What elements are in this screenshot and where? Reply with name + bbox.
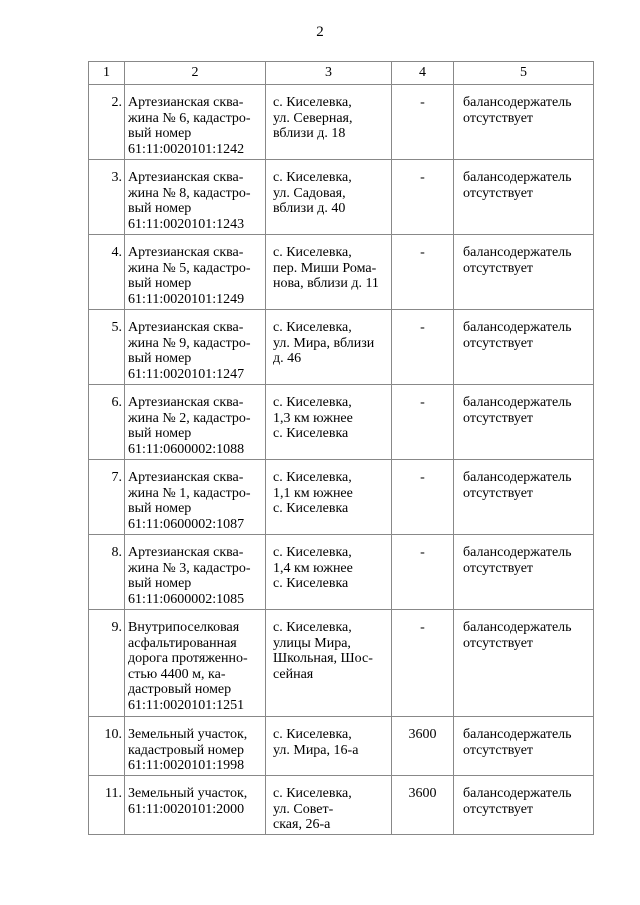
balance-holder: балансодержатель отсутствует [454, 610, 594, 717]
object-area: - [392, 310, 454, 385]
table-row [89, 310, 594, 385]
table-row [89, 776, 594, 835]
object-location: с. Киселевка, пер. Миши Рома- нова, вблизи д. 11 [266, 235, 392, 310]
property-table [88, 61, 594, 835]
object-name: Внутрипоселковая асфальтированная дорога протяженно- стью 4400 м, ка- дастровый номер 61:11:0020101:1251 [125, 610, 266, 717]
balance-holder: балансодержатель отсутствует [454, 85, 594, 160]
balance-holder: балансодержатель отсутствует [454, 160, 594, 235]
table-row [89, 160, 594, 235]
table-row [89, 460, 594, 535]
row-number: 2. [89, 85, 125, 160]
row-number: 10. [89, 717, 125, 776]
header-row [89, 62, 594, 85]
object-area: - [392, 235, 454, 310]
object-name: Артезианская сква- жина № 5, кадастро- вый номер 61:11:0020101:1249 [125, 235, 266, 310]
row-number: 5. [89, 310, 125, 385]
balance-holder: балансодержатель отсутствует [454, 535, 594, 610]
balance-holder: балансодержатель отсутствует [454, 235, 594, 310]
balance-holder: балансодержатель отсутствует [454, 310, 594, 385]
row-number: 8. [89, 535, 125, 610]
object-area: - [392, 385, 454, 460]
table-row [89, 235, 594, 310]
column-header-5: 5 [454, 62, 594, 85]
table-row [89, 535, 594, 610]
object-area: - [392, 610, 454, 717]
row-number: 7. [89, 460, 125, 535]
object-area: - [392, 535, 454, 610]
table-row [89, 610, 594, 717]
object-area: - [392, 85, 454, 160]
table-row [89, 85, 594, 160]
balance-holder: балансодержатель отсутствует [454, 717, 594, 776]
row-number: 11. [89, 776, 125, 835]
row-number: 9. [89, 610, 125, 717]
column-header-2: 2 [125, 62, 266, 85]
object-name: Артезианская сква- жина № 6, кадастро- вый номер 61:11:0020101:1242 [125, 85, 266, 160]
object-location: с. Киселевка, ул. Мира, 16-а [266, 717, 392, 776]
page-number: 2 [316, 24, 324, 40]
object-name: Земельный участок, кадастровый номер 61:11:0020101:1998 [125, 717, 266, 776]
object-area: - [392, 460, 454, 535]
object-name: Артезианская сква- жина № 9, кадастро- вый номер 61:11:0020101:1247 [125, 310, 266, 385]
object-location: с. Киселевка, 1,3 км южнее с. Киселевка [266, 385, 392, 460]
object-location: с. Киселевка, 1,4 км южнее с. Киселевка [266, 535, 392, 610]
object-location: с. Киселевка, 1,1 км южнее с. Киселевка [266, 460, 392, 535]
balance-holder: балансодержатель отсутствует [454, 460, 594, 535]
column-header-3: 3 [266, 62, 392, 85]
object-area: 3600 [392, 717, 454, 776]
row-number: 6. [89, 385, 125, 460]
column-header-1: 1 [89, 62, 125, 85]
object-location: с. Киселевка, улицы Мира, Школьная, Шос- сейная [266, 610, 392, 717]
object-area: 3600 [392, 776, 454, 835]
object-name: Земельный участок, 61:11:0020101:2000 [125, 776, 266, 835]
table-row [89, 717, 594, 776]
balance-holder: балансодержатель отсутствует [454, 385, 594, 460]
row-number: 3. [89, 160, 125, 235]
column-header-4: 4 [392, 62, 454, 85]
object-name: Артезианская сква- жина № 1, кадастро- вый номер 61:11:0600002:1087 [125, 460, 266, 535]
balance-holder: балансодержатель отсутствует [454, 776, 594, 835]
object-name: Артезианская сква- жина № 8, кадастро- вый номер 61:11:0020101:1243 [125, 160, 266, 235]
object-location: с. Киселевка, ул. Мира, вблизи д. 46 [266, 310, 392, 385]
object-location: с. Киселевка, ул. Совет- ская, 26-а [266, 776, 392, 835]
object-area: - [392, 160, 454, 235]
object-name: Артезианская сква- жина № 2, кадастро- вый номер 61:11:0600002:1088 [125, 385, 266, 460]
object-location: с. Киселевка, ул. Садовая, вблизи д. 40 [266, 160, 392, 235]
object-name: Артезианская сква- жина № 3, кадастро- вый номер 61:11:0600002:1085 [125, 535, 266, 610]
row-number: 4. [89, 235, 125, 310]
object-location: с. Киселевка, ул. Северная, вблизи д. 18 [266, 85, 392, 160]
table-row [89, 385, 594, 460]
